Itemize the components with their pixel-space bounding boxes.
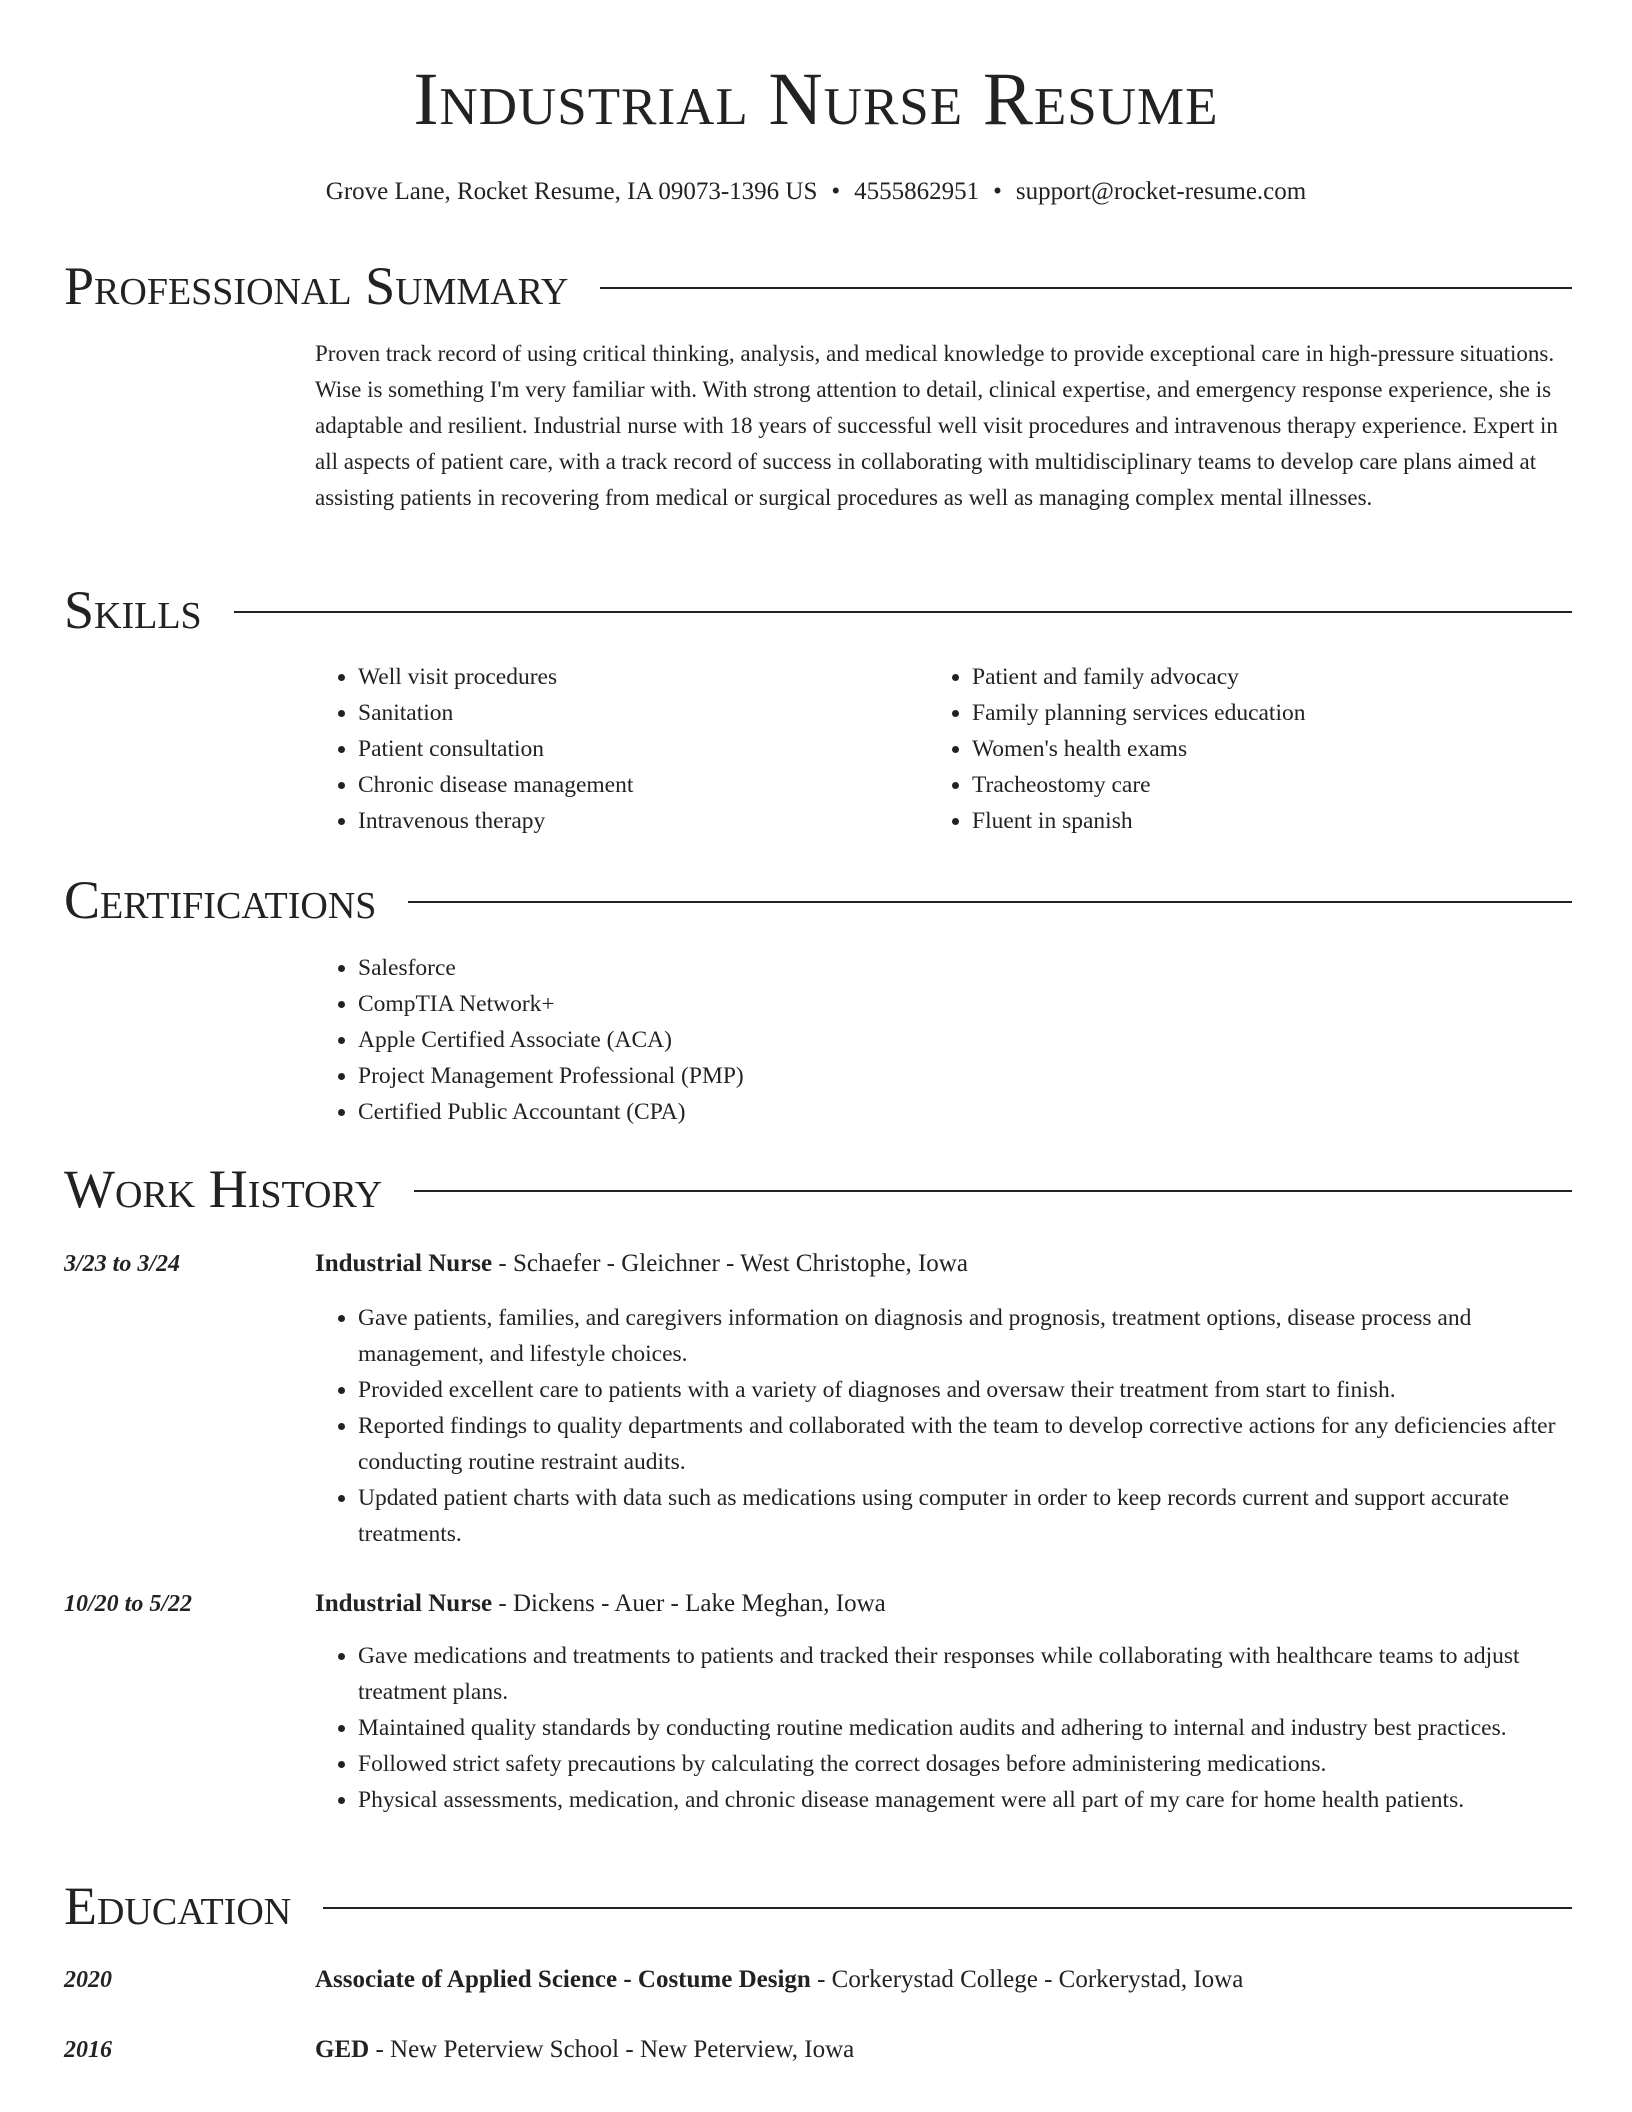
address: Grove Lane, Rocket Resume, IA 09073-1396 US (325, 178, 818, 205)
list-item: • Chronic disease management (358, 767, 918, 803)
list-item: • Gave medications and treatments to patients and tracked their responses while collaborating with healthcare teams to adjust treatment plans. (358, 1638, 1588, 1710)
list-item: • Maintained quality standards by conducting routine medication audits and adhering to internal and industry best practices. (358, 1710, 1588, 1746)
education-degree: Associate of Applied Science - Costume Design (315, 1966, 811, 1993)
list-item: • Physical assessments, medication, and chronic disease management were all part of my care for home health patients. (358, 1782, 1588, 1818)
list-item: • Project Management Professional (PMP) (358, 1058, 1258, 1094)
job-dates: 3/23 to 3/24 (64, 1251, 181, 1277)
summary-text: Proven track record of using critical thinking, analysis, and medical knowledge to provide exceptional care in high-pressure situations. Wise is something I'm very familiar with. With strong attention to detail, clinical expertise, and emergency response experience, she is adaptable and resilient. Industrial nurse with 18 years of successful well visit procedures and intravenous therapy experience. Expert in all aspects of patient care, with a track record of success in collaborating with multidisciplinary teams to develop care plans aimed at assisting patients in recovering from medical or surgical procedures as well as managing complex mental illnesses. (315, 341, 1558, 510)
job-title-line (315, 1588, 1565, 1620)
divider (323, 1907, 1572, 1909)
separator: • (993, 178, 1002, 205)
list-item: • Salesforce (358, 950, 1258, 986)
list-item: • Well visit procedures (358, 659, 918, 695)
list-item: • Fluent in spanish (972, 803, 1592, 839)
list-item: • Followed strict safety precautions by calculating the correct dosages before administering medications. (358, 1746, 1588, 1782)
certifications-list (314, 950, 1258, 1130)
section-title: Education (64, 1876, 292, 1936)
job-dates: 10/20 to 5/22 (64, 1591, 193, 1617)
section-header-skills (64, 578, 1572, 642)
job-bullets (314, 1638, 1588, 1818)
contact-line (0, 176, 1632, 208)
list-item: • Updated patient charts with data such as medications using computer in order to keep records current and support accurate treatments. (358, 1480, 1588, 1552)
email-link[interactable]: support@rocket-resume.com (1015, 178, 1307, 205)
education-year: 2016 (64, 2037, 112, 2063)
list-item: • Apple Certified Associate (ACA) (358, 1022, 1258, 1058)
list-item: • Sanitation (358, 695, 918, 731)
list-item: • Gave patients, families, and caregivers information on diagnosis and prognosis, treatment options, disease process and management, and lifestyle choices. (358, 1300, 1588, 1372)
education-line (315, 2034, 1565, 2066)
list-item: • CompTIA Network+ (358, 986, 1258, 1022)
list-item: • Certified Public Accountant (CPA) (358, 1094, 1258, 1130)
skills-list-right (928, 659, 1592, 839)
divider (414, 1190, 1572, 1192)
section-header-education (64, 1874, 1572, 1938)
resume-title: Industrial Nurse Resume (413, 58, 1219, 141)
section-title: Skills (64, 580, 202, 640)
list-item: • Patient consultation (358, 731, 918, 767)
list-item: • Patient and family advocacy (972, 659, 1592, 695)
section-title: Certifications (64, 870, 377, 930)
section-title: Work History (64, 1159, 383, 1219)
list-item: • Provided excellent care to patients with a variety of diagnoses and oversaw their treatment from start to finish. (358, 1372, 1588, 1408)
education-line (315, 1964, 1565, 1996)
job-employer: - Dickens - Auer - Lake Meghan, Iowa (492, 1590, 886, 1617)
divider (234, 611, 1572, 613)
section-header-summary (64, 254, 1572, 318)
list-item: • Reported findings to quality departments and collaborated with the team to develop corrective actions for any deficiencies after conducting routine restraint audits. (358, 1408, 1588, 1480)
education-school: - New Peterview School - New Peterview, Iowa (369, 2036, 855, 2063)
list-item: • Women's health exams (972, 731, 1592, 767)
skills-list-left (314, 659, 918, 839)
list-item: • Family planning services education (972, 695, 1592, 731)
separator: • (831, 178, 841, 205)
education-school: - Corkerystad College - Corkerystad, Iowa (810, 1966, 1244, 1993)
job-bullets (314, 1300, 1588, 1552)
education-degree: GED (315, 2036, 370, 2063)
divider (600, 287, 1572, 289)
job-role: Industrial Nurse (315, 1250, 493, 1277)
education-year: 2020 (64, 1967, 112, 1993)
section-title: Professional Summary (64, 256, 569, 316)
job-role: Industrial Nurse (315, 1590, 493, 1617)
list-item: • Intravenous therapy (358, 803, 918, 839)
section-header-work-history (64, 1157, 1572, 1221)
divider (408, 901, 1572, 903)
job-employer: - Schaefer - Gleichner - West Christophe, Iowa (492, 1250, 968, 1277)
section-header-certifications (64, 868, 1572, 932)
list-item: • Tracheostomy care (972, 767, 1592, 803)
phone: 4555862951 (854, 178, 980, 205)
job-title-line (315, 1248, 1565, 1280)
